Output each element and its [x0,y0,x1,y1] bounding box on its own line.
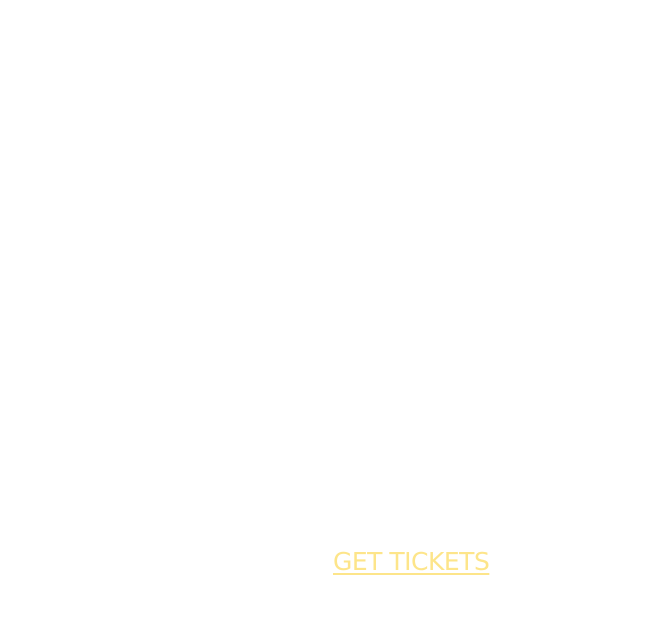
get-tickets-link[interactable]: GET TICKETS [333,547,490,576]
